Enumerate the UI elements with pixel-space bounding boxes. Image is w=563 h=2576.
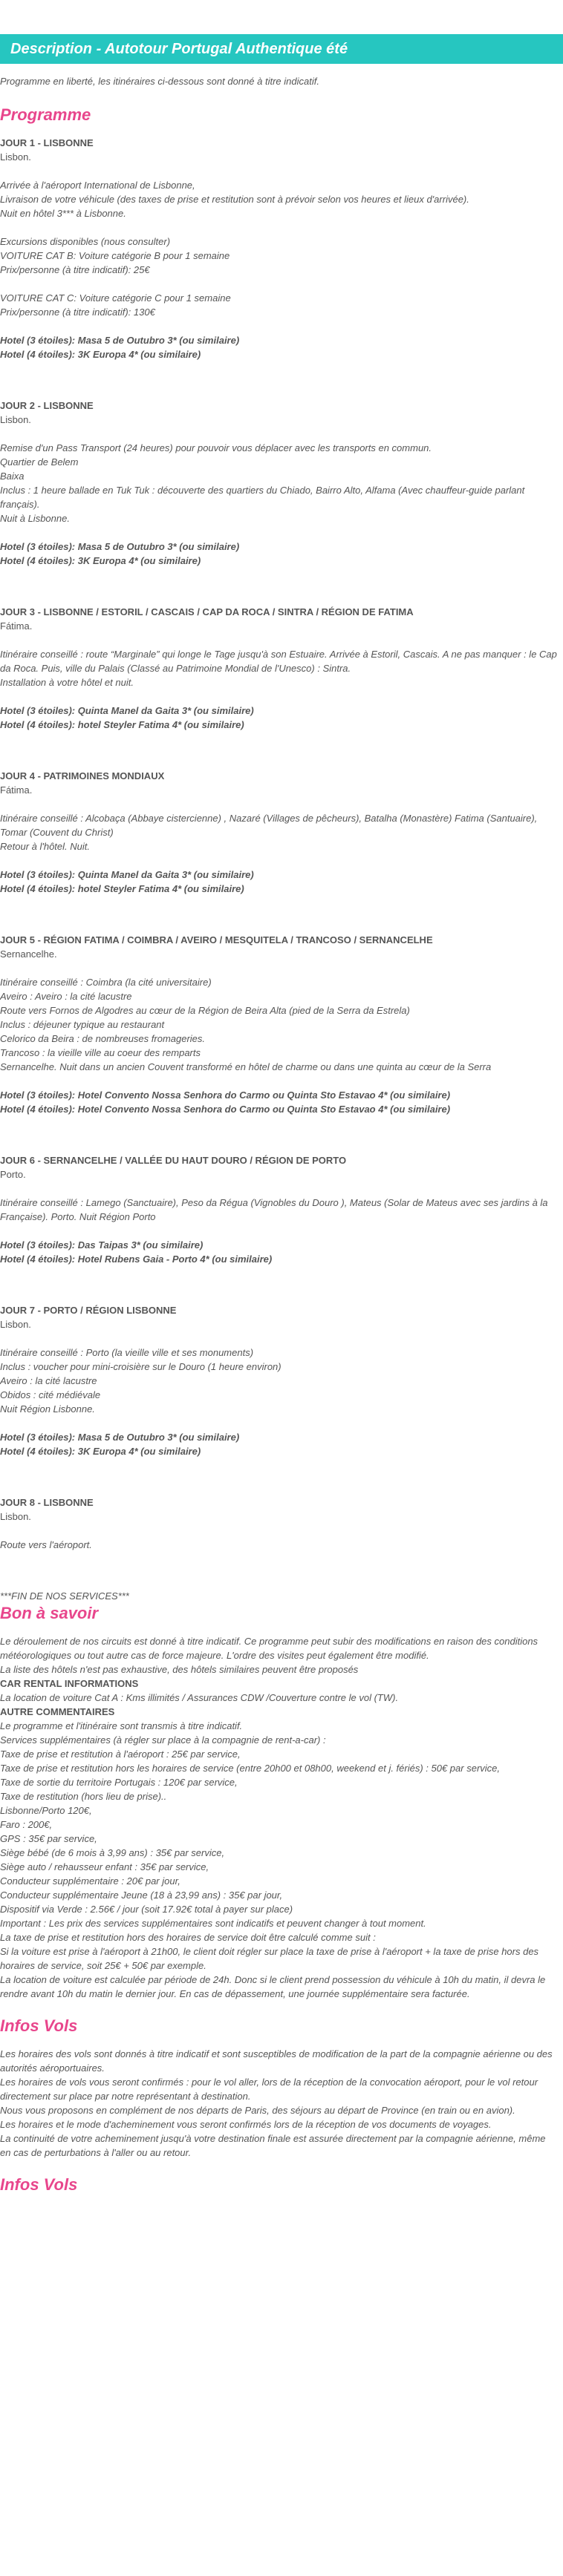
- infos-vols-heading-2: Infos Vols: [0, 2175, 78, 2194]
- day-city: Lisbon.: [0, 151, 31, 163]
- hotel-list: [0, 540, 559, 568]
- day-text-line: Aveiro : la cité lacustre: [0, 1375, 97, 1386]
- day-title: JOUR 7 - PORTO / RÉGION LISBONNE: [0, 1305, 177, 1316]
- day-text-line: Nuit à Lisbonne.: [0, 513, 70, 524]
- end-of-services: ***FIN DE NOS SERVICES***: [0, 1590, 129, 1602]
- hotel-list: [0, 333, 559, 361]
- day-text-line: Inclus : déjeuner typique au restaurant: [0, 1019, 165, 1030]
- day-text-line: Nuit Région Lisbonne.: [0, 1403, 95, 1415]
- day-title: JOUR 8 - LISBONNE: [0, 1497, 94, 1508]
- day-city: Lisbon.: [0, 414, 31, 425]
- infos-vols-heading: Infos Vols: [0, 2016, 78, 2035]
- day-text-line: Retour à l'hôtel. Nuit.: [0, 841, 90, 852]
- itinerary-day: [0, 769, 559, 896]
- hotel-line: Hotel (4 étoiles): 3K Europa 4* (ou similaire): [0, 349, 201, 360]
- autres-commentaires-line: Conducteur supplémentaire : 20€ par jour,: [0, 1875, 180, 1887]
- autres-commentaires-line: Conducteur supplémentaire Jeune (18 à 23,99 ans) : 35€ par jour,: [0, 1890, 283, 1901]
- hotel-line: Hotel (4 étoiles): Hotel Convento Nossa Senhora do Carmo ou Quinta Sto Estavao 4* (ou similaire): [0, 1104, 451, 1115]
- day-text-line: Excursions disponibles (nous consulter): [0, 236, 171, 247]
- day-text-line: Itinéraire conseillé : route “Marginale” qui longe le Tage jusqu'à son Estuaire. Arrivée à Estoril, Cascais. A ne pas manquer : le Cap da Roca. Puis, ville du Palais (Classé au Patrimoine Mondial de l'Unesco) : Sintra.: [0, 649, 557, 674]
- day-title: JOUR 6 - SERNANCELHE / VALLÉE DU HAUT DOURO / RÉGION DE PORTO: [0, 1155, 347, 1166]
- bon-a-savoir-paragraph-2: La liste des hôtels n'est pas exhaustive, des hôtels similaires peuvent être proposés: [0, 1664, 359, 1675]
- spacer: [0, 633, 559, 647]
- day-text-line: Celorico da Beira : de nombreuses fromageries.: [0, 1033, 206, 1044]
- autres-commentaires-line: Services supplémentaires (à régler sur place à la compagnie de rent-a-car) :: [0, 1734, 326, 1746]
- day-text-line: VOITURE CAT C: Voiture catégorie C pour 1 semaine: [0, 292, 231, 304]
- spacer: [0, 961, 559, 975]
- day-text-line: Inclus : 1 heure ballade en Tuk Tuk : découverte des quartiers du Chiado, Bairro Alto, Alfama (Avec chauffeur-guide parlant français).: [0, 485, 525, 510]
- day-city: Fátima.: [0, 620, 33, 632]
- hotel-line: Hotel (3 étoiles): Masa 5 de Outubro 3* (ou similaire): [0, 541, 240, 552]
- day-text-line: Nuit en hôtel 3*** à Lisbonne.: [0, 208, 126, 219]
- day-text-line: Route vers Fornos de Algodres au cœur de la Région de Beira Alta (pied de la Serra da Estrela): [0, 1005, 410, 1016]
- infos-vols-list: [0, 2047, 559, 2160]
- hotel-list: [0, 868, 559, 896]
- autres-commentaires-line: Taxe de restitution (hors lieu de prise)..: [0, 1791, 167, 1802]
- spacer: [0, 1182, 559, 1196]
- autres-commentaires-line: GPS : 35€ par service,: [0, 1833, 97, 1844]
- hotel-line: Hotel (4 étoiles): Hotel Rubens Gaia - Porto 4* (ou similaire): [0, 1253, 273, 1265]
- autres-commentaires-line: La location de voiture est calculée par période de 24h. Donc si le client prend possession du véhicule à 10h du matin, il devra le rendre avant 10h du matin le dernier jour. En cas de dépassement, une journée supplémentaire sera facturée.: [0, 1974, 546, 1999]
- hotel-line: Hotel (4 étoiles): 3K Europa 4* (ou similaire): [0, 555, 201, 566]
- day-title: JOUR 4 - PATRIMOINES MONDIAUX: [0, 770, 165, 781]
- car-rental-title: CAR RENTAL INFORMATIONS: [0, 1678, 139, 1689]
- hotel-line: Hotel (3 étoiles): Quinta Manel da Gaita 3* (ou similaire): [0, 869, 254, 880]
- day-text-line: Itinéraire conseillé : Porto (la vieille ville et ses monuments): [0, 1347, 254, 1358]
- itinerary-days: [0, 136, 559, 1552]
- day-text-line: Sernancelhe. Nuit dans un ancien Couvent transformé en hôtel de charme ou dans une quinta au cœur de la Serra: [0, 1061, 492, 1072]
- day-paragraph: [0, 1538, 559, 1552]
- hotel-line: Hotel (4 étoiles): 3K Europa 4* (ou similaire): [0, 1446, 201, 1457]
- day-paragraph: [0, 975, 559, 1074]
- day-text-line: Itinéraire conseillé : Coimbra (la cité universitaire): [0, 977, 212, 988]
- main-content: [0, 74, 559, 2206]
- autres-commentaires-line: Siège auto / rehausseur enfant : 35€ par service,: [0, 1861, 209, 1872]
- autres-commentaires-list: [0, 1719, 559, 2001]
- day-title: JOUR 2 - LISBONNE: [0, 400, 94, 411]
- bon-a-savoir-heading: Bon à savoir: [0, 1604, 99, 1622]
- day-text-line: Prix/personne (à titre indicatif): 130€: [0, 307, 155, 318]
- autres-commentaires-line: Taxe de prise et restitution hors les horaires de service (entre 20h00 et 08h00, weekend et j. fériés) : 50€ par service,: [0, 1763, 500, 1774]
- day-text-line: Remise d'un Pass Transport (24 heures) pour pouvoir vous déplacer avec les transports en commun.: [0, 442, 432, 453]
- hotel-list: [0, 704, 559, 732]
- autres-commentaires-line: Taxe de sortie du territoire Portugais : 120€ par service,: [0, 1777, 238, 1788]
- day-title: JOUR 3 - LISBONNE / ESTORIL / CASCAIS / CAP DA ROCA / SINTRA / RÉGION DE FATIMA: [0, 606, 414, 617]
- autres-commentaires-line: Lisbonne/Porto 120€,: [0, 1805, 92, 1816]
- spacer: [0, 797, 559, 811]
- infos-vols-line: Les horaires des vols sont donnés à titre indicatif et sont susceptibles de modification de la part de la compagnie aérienne ou des autorités aéroportuaires.: [0, 2048, 553, 2074]
- hotel-line: Hotel (3 étoiles): Masa 5 de Outubro 3* (ou similaire): [0, 335, 240, 346]
- day-city: Lisbon.: [0, 1319, 31, 1330]
- bon-a-savoir-paragraph-1: Le déroulement de nos circuits est donné à titre indicatif. Ce programme peut subir des modifications en raison des conditions météorologiques ou tout autre cas de force majeure. L'ordre des visites peut également être modifié.: [0, 1636, 538, 1661]
- hotel-line: Hotel (3 étoiles): Quinta Manel da Gaita 3* (ou similaire): [0, 705, 254, 716]
- hotel-list: [0, 1238, 559, 1266]
- day-title: JOUR 5 - RÉGION FATIMA / COIMBRA / AVEIRO / MESQUITELA / TRANCOSO / SERNANCELHE: [0, 934, 433, 945]
- day-text-line: Route vers l'aéroport.: [0, 1539, 92, 1550]
- day-text-line: Livraison de votre véhicule (des taxes de prise et restitution sont à prévoir selon vos heures et lieux d'arrivée).: [0, 194, 469, 205]
- day-text-line: Itinéraire conseillé : Alcobaça (Abbaye cistercienne) , Nazaré (Villages de pêcheurs), Batalha (Monastère) Fatima (Santuaire), Tomar (Couvent du Christ): [0, 813, 538, 838]
- itinerary-day: [0, 136, 559, 361]
- autres-commentaires-title: AUTRE COMMENTAIRES: [0, 1706, 115, 1717]
- day-text-line: Baixa: [0, 471, 25, 482]
- itinerary-day: [0, 933, 559, 1116]
- hotel-line: Hotel (3 étoiles): Das Taipas 3* (ou similaire): [0, 1239, 204, 1251]
- day-text-line: Arrivée à l'aéroport International de Lisbonne,: [0, 180, 195, 191]
- day-city: Lisbon.: [0, 1511, 31, 1522]
- infos-vols-line: Les horaires de vols vous seront confirmés : pour le vol aller, lors de la réception de la convocation aéroport, pour le vol retour directement sur place par notre représentant à destination.: [0, 2077, 538, 2102]
- itinerary-day: [0, 605, 559, 732]
- spacer: [0, 1331, 559, 1346]
- itinerary-day: [0, 1495, 559, 1552]
- spacer: [0, 1524, 559, 1538]
- hotel-line: Hotel (3 étoiles): Hotel Convento Nossa Senhora do Carmo ou Quinta Sto Estavao 4* (ou similaire): [0, 1089, 451, 1101]
- itinerary-day: [0, 399, 559, 568]
- day-text-line: Obidos : cité médiévale: [0, 1389, 101, 1400]
- day-paragraph: [0, 1346, 559, 1416]
- day-text-line: Trancoso : la vieille ville au coeur des remparts: [0, 1047, 201, 1058]
- day-paragraph: [0, 178, 559, 220]
- day-city: Porto.: [0, 1169, 26, 1180]
- spacer: [0, 427, 559, 441]
- programme-heading: Programme: [0, 105, 91, 124]
- autres-commentaires-line: Dispositif via Verde : 2.56€ / jour (soit 17.92€ total à payer sur place): [0, 1904, 293, 1915]
- day-text-line: Prix/personne (à titre indicatif): 25€: [0, 264, 150, 275]
- itinerary-day: [0, 1303, 559, 1458]
- infos-vols-line: Nous vous proposons en complément de nos départs de Paris, des séjours au départ de Province (en train ou en avion).: [0, 2105, 515, 2116]
- hotel-line: Hotel (4 étoiles): hotel Steyler Fatima 4* (ou similaire): [0, 883, 244, 894]
- autres-commentaires-line: Siège bébé (de 6 mois à 3,99 ans) : 35€ par service,: [0, 1847, 225, 1858]
- day-text-line: Installation à votre hôtel et nuit.: [0, 677, 134, 688]
- infos-vols-line: Les horaires et le mode d'acheminement vous seront confirmés lors de la réception de vos documents de voyages.: [0, 2119, 492, 2130]
- hotel-list: [0, 1430, 559, 1458]
- day-text-line: Itinéraire conseillé : Lamego (Sanctuaire), Peso da Régua (Vignobles du Douro ), Mateus (Solar de Mateus avec ses jardins à la Française). Porto. Nuit Région Porto: [0, 1197, 548, 1222]
- hotel-list: [0, 1088, 559, 1116]
- day-paragraph: [0, 291, 559, 319]
- autres-commentaires-line: Taxe de prise et restitution à l'aéroport : 25€ par service,: [0, 1749, 241, 1760]
- spacer: [0, 164, 559, 178]
- car-rental-text: La location de voiture Cat A : Kms illimités / Assurances CDW /Couverture contre le vol (TW).: [0, 1692, 399, 1703]
- page-title-banner: Description - Autotour Portugal Authentique été: [0, 34, 563, 64]
- day-text-line: VOITURE CAT B: Voiture catégorie B pour 1 semaine: [0, 250, 230, 261]
- autres-commentaires-line: La taxe de prise et restitution hors des horaires de service doit être calculé comme suit :: [0, 1932, 376, 1943]
- intro-text: Programme en liberté, les itinéraires ci-dessous sont donné à titre indicatif.: [0, 76, 319, 87]
- autres-commentaires-line: Important : Les prix des services supplémentaires sont indicatifs et peuvent changer à tout moment.: [0, 1918, 426, 1929]
- itinerary-day: [0, 1153, 559, 1266]
- day-text-line: Quartier de Belem: [0, 456, 79, 468]
- autres-commentaires-line: Si la voiture est prise à l'aéroport à 21h00, le client doit régler sur place la taxe de prise à l'aéroport + la taxe de prise hors des horaires de service, soit 25€ + 50€ par exemple.: [0, 1946, 539, 1971]
- day-title: JOUR 1 - LISBONNE: [0, 137, 94, 148]
- day-city: Sernancelhe.: [0, 948, 57, 960]
- infos-vols-line: La continuité de votre acheminement jusqu'à votre destination finale est assurée directement par la compagnie aérienne, même en cas de perturbations à l'aller ou au retour.: [0, 2133, 546, 2158]
- day-paragraph: [0, 235, 559, 277]
- day-paragraph: [0, 1196, 559, 1224]
- hotel-line: Hotel (4 étoiles): hotel Steyler Fatima 4* (ou similaire): [0, 719, 244, 730]
- autres-commentaires-line: Le programme et l'itinéraire sont transmis à titre indicatif.: [0, 1720, 243, 1731]
- hotel-line: Hotel (3 étoiles): Masa 5 de Outubro 3* (ou similaire): [0, 1432, 240, 1443]
- day-city: Fátima.: [0, 784, 33, 796]
- day-text-line: Inclus : voucher pour mini-croisière sur le Douro (1 heure environ): [0, 1361, 282, 1372]
- day-paragraph: [0, 811, 559, 853]
- autres-commentaires-line: Faro : 200€,: [0, 1819, 53, 1830]
- day-paragraph: [0, 441, 559, 525]
- day-text-line: Aveiro : Aveiro : la cité lacustre: [0, 991, 132, 1002]
- day-paragraph: [0, 647, 559, 689]
